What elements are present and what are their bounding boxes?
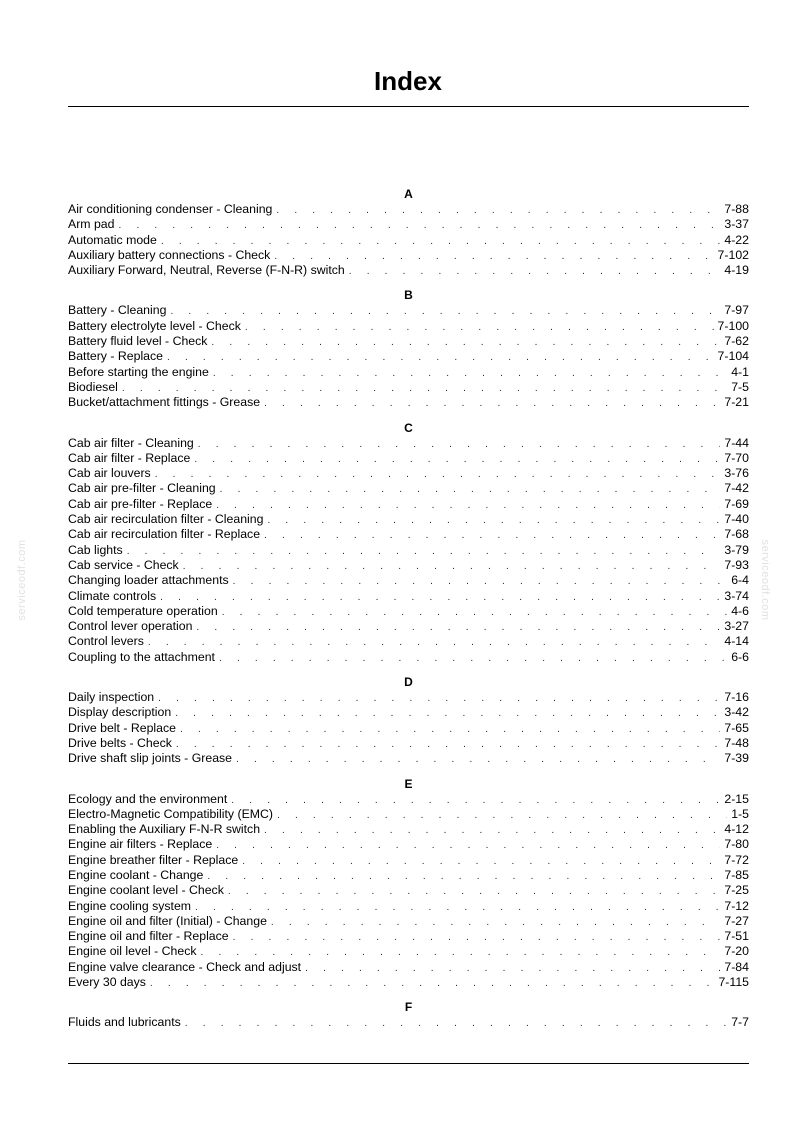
dot-leader	[276, 203, 720, 218]
entry-text: Cab air recirculation filter - Replace	[68, 527, 261, 542]
index-entry	[68, 868, 749, 883]
dot-leader	[233, 930, 721, 945]
entry-page: 7-72	[724, 852, 749, 867]
entry-text: Engine air filters - Replace	[68, 837, 213, 852]
dot-leader	[201, 945, 721, 960]
entry-text: Cab air filter - Replace	[68, 450, 191, 465]
index-entry	[68, 634, 749, 649]
entry-page: 7-48	[724, 735, 749, 750]
dot-leader	[175, 706, 720, 721]
entry-text: Control lever operation	[68, 619, 193, 634]
dot-leader	[228, 884, 721, 899]
entry-text: Drive belt - Replace	[68, 720, 176, 735]
dot-leader	[183, 559, 721, 574]
entry-text: Engine oil and filter (Initial) - Change	[68, 913, 267, 928]
section-letter: C	[404, 420, 413, 435]
entry-text: Engine breather filter - Replace	[68, 852, 239, 867]
entry-text: Display description	[68, 705, 172, 720]
entry-page: 6-4	[731, 573, 749, 588]
index-entry	[68, 512, 749, 527]
index-entry	[68, 883, 749, 898]
entry-page: 3-76	[724, 466, 749, 481]
index-entry	[68, 334, 749, 349]
entry-page: 4-22	[724, 232, 749, 247]
dot-leader	[264, 396, 720, 411]
index-section	[68, 776, 749, 991]
entry-text: Engine cooling system	[68, 898, 192, 913]
index-entry	[68, 436, 749, 451]
index-entry	[68, 944, 749, 959]
entry-page: 7-70	[724, 450, 749, 465]
index-entry	[68, 248, 749, 263]
entry-page: 7-93	[724, 557, 749, 572]
watermark-left: serviceodf.com	[16, 539, 28, 621]
index-entry	[68, 975, 749, 990]
entry-page: 7-62	[724, 334, 749, 349]
entry-page: 7-44	[724, 435, 749, 450]
entry-page: 7-102	[717, 247, 749, 262]
entry-page: 7-20	[724, 944, 749, 959]
index-entry	[68, 914, 749, 929]
entry-text: Daily inspection	[68, 690, 155, 705]
entry-text: Cab air pre-filter - Cleaning	[68, 481, 216, 496]
dot-leader	[216, 838, 720, 853]
entry-text: Engine coolant level - Check	[68, 883, 224, 898]
dot-leader	[245, 320, 714, 335]
index-entry	[68, 822, 749, 837]
section-letter: D	[404, 675, 413, 690]
index-entry	[68, 650, 749, 665]
entry-text: Every 30 days	[68, 975, 146, 990]
index-entry	[68, 380, 749, 395]
entry-text: Enabling the Auxiliary F-N-R switch	[68, 822, 261, 837]
entry-page: 3-79	[724, 542, 749, 557]
index-entry	[68, 263, 749, 278]
index-entry	[68, 497, 749, 512]
index-entry	[68, 807, 749, 822]
entry-text: Auxiliary Forward, Neutral, Reverse (F-N-R) switch	[68, 263, 345, 278]
dot-leader	[271, 915, 720, 930]
dot-leader	[233, 574, 728, 589]
dot-leader	[198, 437, 721, 452]
dot-leader	[231, 793, 720, 808]
entry-page: 7-100	[717, 318, 749, 333]
dot-leader	[207, 869, 720, 884]
index-entry	[68, 619, 749, 634]
index-entry	[68, 451, 749, 466]
dot-leader	[196, 620, 720, 635]
index-entry	[68, 365, 749, 380]
entry-text: Ecology and the environment	[68, 791, 228, 806]
index-entry	[68, 233, 749, 248]
entry-page: 7-5	[731, 379, 749, 394]
dot-leader	[195, 900, 720, 915]
dot-leader	[211, 335, 720, 350]
entry-text: Climate controls	[68, 588, 157, 603]
index-list	[68, 186, 749, 1040]
entry-page: 2-15	[724, 791, 749, 806]
entry-text: Coupling to the attachment	[68, 649, 215, 664]
entry-text: Battery - Replace	[68, 349, 164, 364]
entry-text: Engine oil level - Check	[68, 944, 197, 959]
dot-leader	[236, 752, 720, 767]
entry-page: 6-6	[731, 649, 749, 664]
dot-leader	[242, 854, 720, 869]
entry-page: 7-84	[724, 959, 749, 974]
index-entry	[68, 1015, 749, 1030]
index-entry	[68, 721, 749, 736]
index-entry	[68, 705, 749, 720]
entry-text: Cold temperature operation	[68, 603, 218, 618]
entry-text: Auxiliary battery connections - Check	[68, 247, 271, 262]
index-section	[68, 674, 749, 766]
entry-text: Air conditioning condenser - Cleaning	[68, 202, 273, 216]
index-entry	[68, 558, 749, 573]
entry-text: Automatic mode	[68, 232, 157, 247]
index-entry	[68, 481, 749, 496]
header-rule	[68, 106, 749, 107]
index-section	[68, 287, 749, 410]
entry-page: 7-39	[724, 751, 749, 766]
index-entry	[68, 690, 749, 705]
dot-leader	[185, 1016, 727, 1031]
index-entry	[68, 543, 749, 558]
entry-page: 7-16	[724, 690, 749, 705]
entry-text: Drive belts - Check	[68, 735, 172, 750]
entry-page: 1-5	[731, 806, 749, 821]
entry-text: Biodiesel	[68, 379, 118, 394]
index-entry	[68, 217, 749, 232]
watermark-right: serviceodf.com	[759, 539, 771, 621]
index-entry	[68, 837, 749, 852]
entry-text: Battery electrolyte level - Check	[68, 318, 241, 333]
index-entry	[68, 466, 749, 481]
entry-page: 3-42	[724, 705, 749, 720]
index-entry	[68, 792, 749, 807]
entry-text: Changing loader attachments	[68, 573, 229, 588]
index-entry	[68, 573, 749, 588]
index-entry	[68, 303, 749, 318]
entry-text: Cab air louvers	[68, 466, 151, 481]
index-entry	[68, 527, 749, 542]
index-section	[68, 420, 749, 665]
entry-text: Drive shaft slip joints - Grease	[68, 751, 233, 766]
entry-page: 7-80	[724, 837, 749, 852]
dot-leader	[160, 590, 720, 605]
dot-leader	[277, 808, 727, 823]
entry-page: 7-88	[724, 202, 749, 216]
entry-page: 4-14	[724, 634, 749, 649]
entry-page: 7-40	[724, 512, 749, 527]
entry-text: Cab air pre-filter - Replace	[68, 496, 213, 511]
entry-page: 4-6	[731, 603, 749, 618]
dot-leader	[158, 691, 720, 706]
entry-text: Control levers	[68, 634, 144, 649]
entry-text: Engine oil and filter - Replace	[68, 929, 229, 944]
section-letter: E	[404, 776, 413, 791]
entry-text: Battery fluid level - Check	[68, 334, 208, 349]
index-section	[68, 186, 749, 278]
dot-leader	[349, 264, 721, 279]
entry-page: 7-65	[724, 720, 749, 735]
entry-text: Arm pad	[68, 217, 115, 232]
page-title: Index	[374, 66, 442, 96]
section-letter: A	[404, 187, 413, 201]
entry-text: Fluids and lubricants	[68, 1015, 181, 1030]
dot-leader	[305, 961, 720, 976]
footer-rule	[68, 1063, 749, 1064]
entry-page: 7-104	[717, 349, 749, 364]
entry-text: Engine coolant - Change	[68, 867, 204, 882]
dot-leader	[216, 498, 720, 513]
dot-leader	[267, 513, 720, 528]
dot-leader	[122, 381, 727, 396]
dot-leader	[161, 234, 721, 249]
dot-leader	[150, 976, 715, 991]
entry-text: Before starting the engine	[68, 364, 209, 379]
section-letter: F	[404, 1000, 413, 1015]
entry-page: 7-7	[731, 1015, 749, 1030]
index-entry	[68, 736, 749, 751]
dot-leader	[274, 249, 713, 264]
entry-page: 4-1	[731, 364, 749, 379]
index-entry	[68, 202, 749, 217]
entry-page: 4-19	[724, 263, 749, 278]
entry-page: 3-37	[724, 217, 749, 232]
entry-text: Cab lights	[68, 542, 123, 557]
entry-page: 7-115	[718, 975, 749, 990]
entry-page: 7-21	[724, 395, 749, 410]
entry-page: 4-12	[724, 822, 749, 837]
section-letter: B	[404, 288, 413, 303]
entry-page: 7-25	[724, 883, 749, 898]
dot-leader	[170, 304, 720, 319]
index-entry	[68, 589, 749, 604]
entry-text: Electro-Magnetic Compatibility (EMC)	[68, 806, 274, 821]
entry-page: 3-74	[724, 588, 749, 603]
index-entry	[68, 319, 749, 334]
dot-leader	[148, 635, 721, 650]
entry-text: Cab service - Check	[68, 557, 179, 572]
dot-leader	[180, 722, 720, 737]
index-entry	[68, 349, 749, 364]
dot-leader	[176, 737, 721, 752]
index-entry	[68, 960, 749, 975]
entry-text: Bucket/attachment fittings - Grease	[68, 395, 261, 410]
dot-leader	[220, 482, 721, 497]
dot-leader	[167, 350, 714, 365]
entry-page: 7-85	[724, 867, 749, 882]
index-entry	[68, 899, 749, 914]
entry-page: 7-27	[724, 913, 749, 928]
index-entry	[68, 751, 749, 766]
entry-page: 7-68	[724, 527, 749, 542]
dot-leader	[222, 605, 728, 620]
index-section	[68, 999, 749, 1030]
dot-leader	[118, 218, 720, 233]
index-entry	[68, 853, 749, 868]
dot-leader	[155, 467, 721, 482]
dot-leader	[127, 544, 721, 559]
dot-leader	[264, 823, 720, 838]
entry-page: 7-97	[724, 303, 749, 318]
entry-text: Engine valve clearance - Check and adjust	[68, 959, 302, 974]
entry-page: 7-42	[724, 481, 749, 496]
entry-text: Battery - Cleaning	[68, 303, 167, 318]
index-entry	[68, 929, 749, 944]
entry-text: Cab air filter - Cleaning	[68, 435, 194, 450]
dot-leader	[264, 528, 720, 543]
entry-page: 7-51	[724, 929, 749, 944]
dot-leader	[219, 651, 727, 666]
entry-text: Cab air recirculation filter - Cleaning	[68, 512, 264, 527]
index-entry	[68, 395, 749, 410]
dot-leader	[194, 452, 720, 467]
entry-page: 7-69	[724, 496, 749, 511]
dot-leader	[213, 366, 727, 381]
index-entry	[68, 604, 749, 619]
entry-page: 3-27	[724, 619, 749, 634]
entry-page: 7-12	[724, 898, 749, 913]
